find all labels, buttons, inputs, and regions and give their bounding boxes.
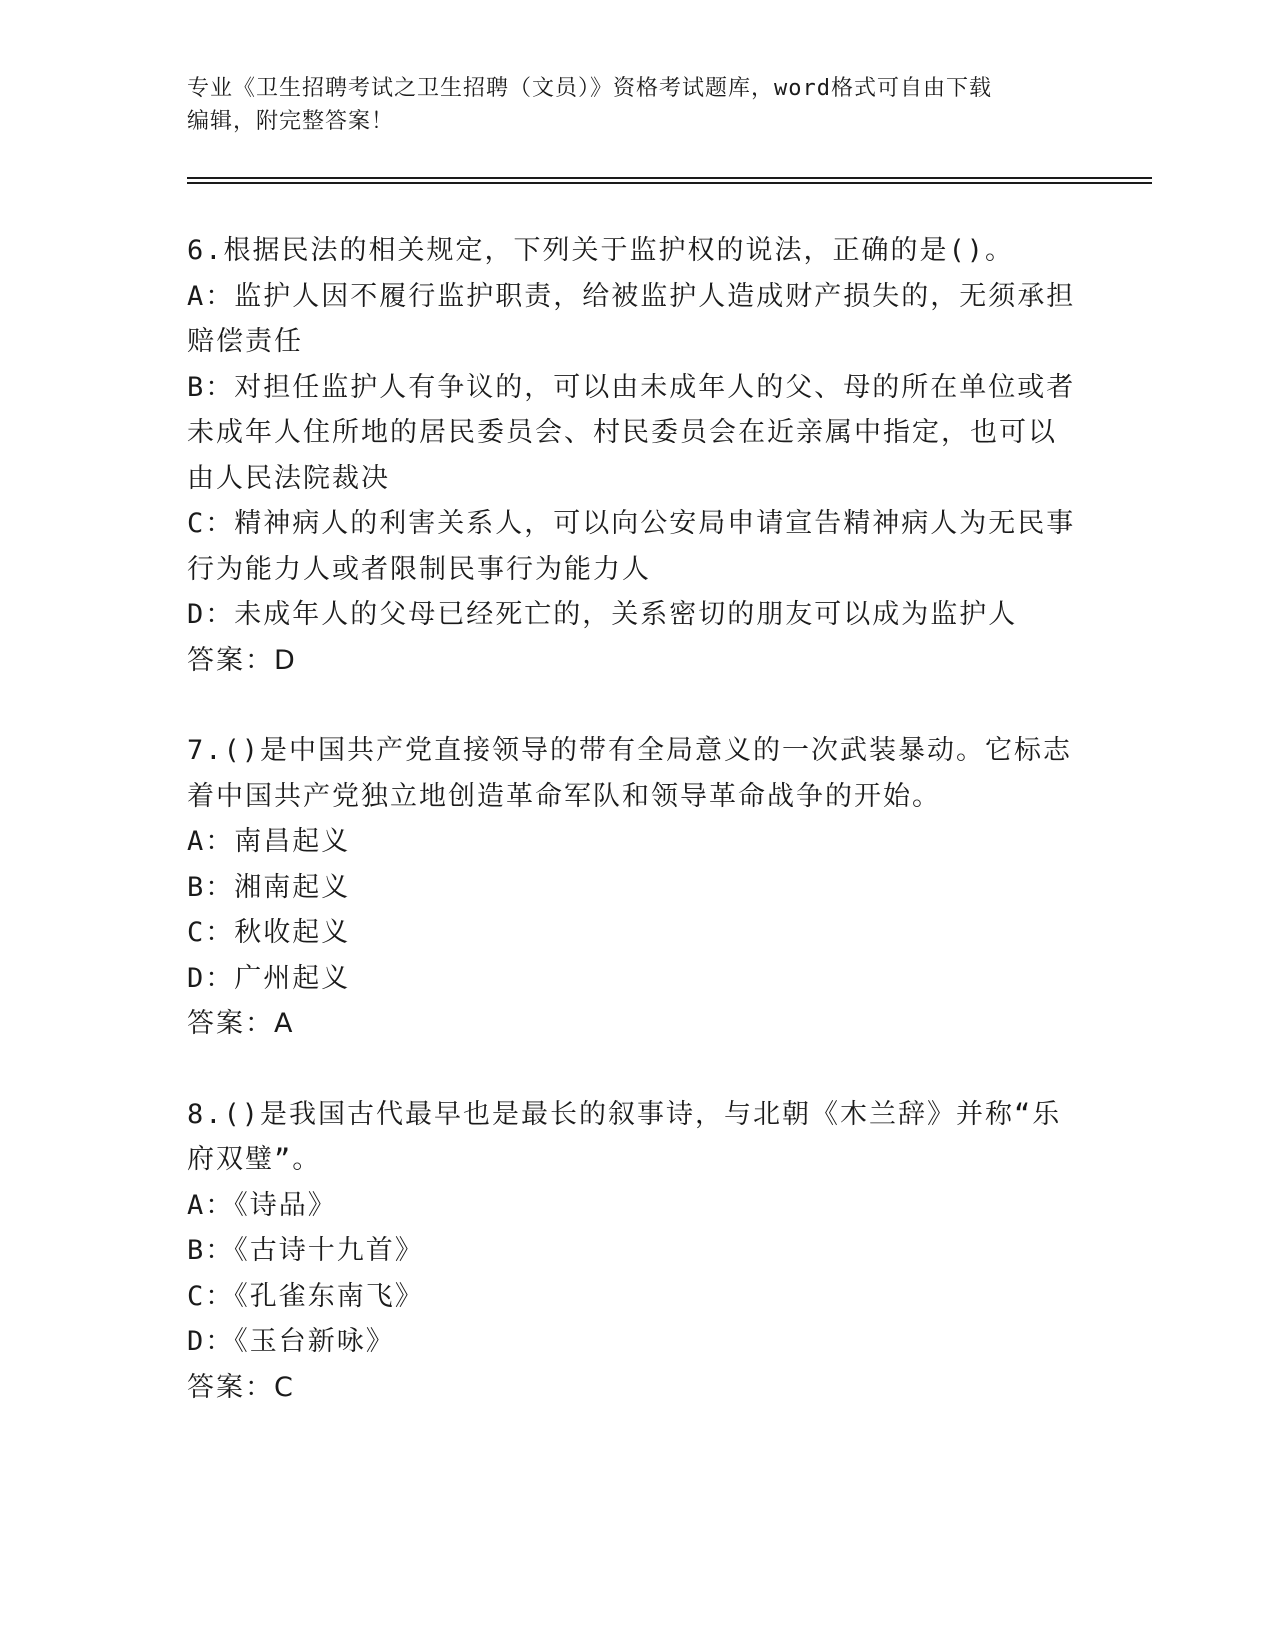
question-stem-line: 府双璧”。 (187, 1144, 322, 1175)
answer-option (187, 1183, 1077, 1229)
header-line-1: 专业《卫生招聘考试之卫生招聘（文员）》资格考试题库，word格式可自由下载 (187, 76, 992, 101)
answer-key: 答案：D (187, 644, 297, 676)
option-text-line: C：《孔雀东南飞》 (187, 1280, 424, 1312)
option-text-line: A：南昌起义 (187, 826, 351, 857)
option-text-line: B：对担任监护人有争议的，可以由未成年人的父、母的所在单位或者 (187, 371, 1076, 403)
answer-option (187, 956, 1077, 1002)
answer-option (187, 819, 1077, 865)
option-text-line: D：未成年人的父母已经死亡的，关系密切的朋友可以成为监护人 (187, 599, 1018, 630)
option-text-line: 赔偿责任 (187, 326, 303, 357)
header-line-2: 编辑，附完整答案！ (187, 109, 395, 134)
option-text-line: D：《玉台新咏》 (187, 1326, 395, 1357)
header-divider-top (187, 177, 1152, 179)
option-text-line: B：湘南起义 (187, 871, 351, 903)
question-3 (187, 1092, 1077, 1411)
answer-key: 答案：A (187, 1008, 295, 1039)
answer-option (187, 592, 1077, 638)
option-text-line: A：监护人因不履行监护职责，给被监护人造成财产损失的，无须承担 (187, 280, 1076, 312)
question-1 (187, 228, 1077, 683)
answer-key: 答案：C (187, 1371, 295, 1403)
option-text-line: B：《古诗十九首》 (187, 1235, 424, 1266)
header-divider-bottom (187, 182, 1152, 184)
answer-option (187, 365, 1077, 502)
question-list (187, 228, 1077, 1455)
answer-option (187, 1274, 1077, 1320)
answer-option (187, 1228, 1077, 1274)
question-2 (187, 728, 1077, 1047)
answer-option (187, 865, 1077, 911)
question-stem-line: 6.根据民法的相关规定，下列关于监护权的说法，正确的是()。 (187, 235, 1015, 266)
option-text-line: 由人民法院裁决 (187, 462, 390, 494)
option-text-line: 未成年人住所地的居民委员会、村民委员会在近亲属中指定，也可以 (187, 417, 1057, 448)
option-text-line: D：广州起义 (187, 962, 351, 994)
option-text-line: C：秋收起义 (187, 917, 351, 948)
question-stem-line: 着中国共产党独立地创造革命军队和领导革命战争的开始。 (187, 780, 941, 812)
answer-option (187, 1319, 1077, 1365)
answer-option (187, 910, 1077, 956)
option-text-line: 行为能力人或者限制民事行为能力人 (187, 553, 651, 585)
document-header (187, 72, 1067, 138)
question-stem-line: 8.()是我国古代最早也是最长的叙事诗，与北朝《木兰辞》并称“乐 (187, 1098, 1062, 1130)
option-text-line: C：精神病人的利害关系人，可以向公安局申请宣告精神病人为无民事 (187, 508, 1076, 539)
question-stem-line: 7.()是中国共产党直接领导的带有全局意义的一次武装暴动。它标志 (187, 735, 1073, 766)
answer-option (187, 274, 1077, 365)
option-text-line: A：《诗品》 (187, 1189, 337, 1221)
answer-option (187, 501, 1077, 592)
